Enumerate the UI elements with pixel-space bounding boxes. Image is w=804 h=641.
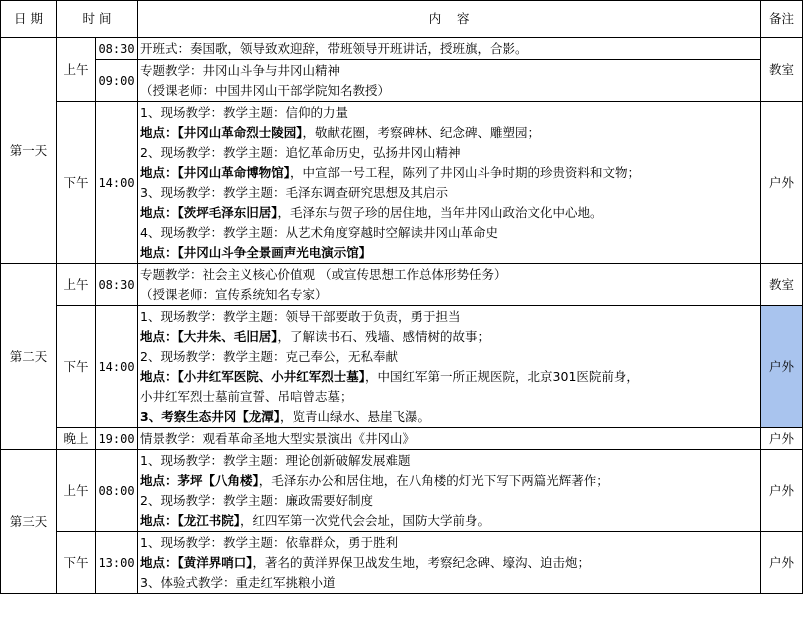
period-label: 上午: [57, 450, 96, 532]
location-text: 地点：茅坪【八角楼】: [140, 472, 259, 488]
schedule-row: [1, 38, 803, 60]
time-cell: 13:00: [96, 532, 138, 594]
time-cell: 08:30: [96, 38, 138, 60]
period-label: 晚上: [57, 428, 96, 450]
content-line: [140, 367, 758, 387]
note-cell[interactable]: 户外: [761, 428, 803, 450]
content-text: ，中国红军第一所正规医院，北京301医院前身，: [365, 368, 639, 384]
content-text: ，览青山绿水、悬崖飞瀑。: [279, 408, 430, 424]
content-line: [140, 203, 758, 223]
content-line: [140, 387, 758, 407]
content-text: 2、现场教学：教学主题：克己奉公，无私奉献: [140, 348, 398, 364]
content-line: [140, 123, 758, 143]
content-text: ，著名的黄洋界保卫战发生地，考察纪念碑、壕沟、迫击炮；: [252, 554, 591, 570]
content-line: [140, 243, 758, 263]
location-text: 地点：【小井红军医院、小井红军烈士墓】: [140, 368, 366, 384]
content-line: [140, 533, 758, 553]
schedule-row: [1, 102, 803, 264]
content-line: [140, 265, 758, 285]
content-text: 1、现场教学：教学主题：理论创新破解发展难题: [140, 452, 411, 468]
content-line: [140, 163, 758, 183]
content-text: 开班式：奏国歌，领导致欢迎辞，带班领导开班讲话，授班旗，合影。: [140, 40, 528, 56]
content-line: [140, 491, 758, 511]
period-label: 下午: [57, 306, 96, 428]
content-cell: [138, 264, 761, 306]
content-line: [140, 103, 758, 123]
note-cell-selected[interactable]: 户外: [761, 306, 803, 428]
content-line: [140, 407, 758, 427]
header-time: 时 间: [57, 1, 138, 38]
content-cell: [138, 428, 761, 450]
content-text: 小井红军烈士墓前宣誓、吊唁曾志墓；: [140, 388, 353, 404]
content-cell: [138, 60, 761, 102]
period-label: 上午: [57, 38, 96, 102]
content-line: [140, 307, 758, 327]
location-text: 地点：【井冈山斗争全景画声光电演示馆】: [140, 244, 372, 260]
note-cell[interactable]: 户外: [761, 532, 803, 594]
content-line: [140, 553, 758, 573]
schedule-row: [1, 264, 803, 306]
schedule-row: [1, 428, 803, 450]
period-label: 上午: [57, 264, 96, 306]
time-cell: 14:00: [96, 306, 138, 428]
location-text: 3、考察生态井冈【龙潭】: [140, 408, 280, 424]
period-label: 下午: [57, 102, 96, 264]
content-line: [140, 183, 758, 203]
schedule-row: [1, 532, 803, 594]
content-line: [140, 511, 758, 531]
header-note: 备注: [761, 1, 803, 38]
time-cell: 09:00: [96, 60, 138, 102]
header-content: 内 容: [138, 1, 761, 38]
time-cell: 08:00: [96, 450, 138, 532]
day-label: 第一天: [1, 38, 57, 264]
content-text: ，中宣部一号工程，陈列了井冈山斗争时期的珍贵资料和文物；: [290, 164, 641, 180]
content-line: [140, 223, 758, 243]
time-cell: 14:00: [96, 102, 138, 264]
location-text: 地点：【龙江书院】: [140, 512, 241, 528]
content-text: 专题教学：社会主义核心价值观 （或宣传思想工作总体形势任务）: [140, 266, 507, 282]
content-text: 专题教学：井冈山斗争与井冈山精神: [140, 62, 341, 78]
content-line: [140, 81, 758, 101]
content-text: 3、体验式教学：重走红军挑粮小道: [140, 574, 336, 590]
location-text: 地点：【井冈山革命烈士陵园】: [140, 124, 303, 140]
note-cell[interactable]: 户外: [761, 102, 803, 264]
content-line: [140, 327, 758, 347]
schedule-row: [1, 60, 803, 102]
note-cell[interactable]: 户外: [761, 450, 803, 532]
content-text: （授课老师：中国井冈山干部学院知名教授）: [140, 82, 391, 98]
content-cell: [138, 102, 761, 264]
header-date: 日 期: [1, 1, 57, 38]
location-text: 地点：【茨坪毛泽东旧居】: [140, 204, 278, 220]
day-label: 第二天: [1, 264, 57, 450]
header-row: [1, 1, 803, 38]
content-text: 情景教学：观看革命圣地大型实景演出《井冈山》: [140, 430, 416, 446]
schedule-row: [1, 450, 803, 532]
content-text: 1、现场教学：教学主题：依靠群众，勇于胜利: [140, 534, 398, 550]
note-cell[interactable]: 教室: [761, 264, 803, 306]
note-cell[interactable]: 教室: [761, 38, 803, 102]
content-line: [140, 471, 758, 491]
content-text: 2、现场教学：教学主题：廉政需要好制度: [140, 492, 373, 508]
content-cell: [138, 306, 761, 428]
content-text: 3、现场教学：教学主题：毛泽东调查研究思想及其启示: [140, 184, 448, 200]
content-cell: [138, 38, 761, 60]
content-line: [140, 347, 758, 367]
schedule-row: [1, 306, 803, 428]
content-line: [140, 143, 758, 163]
content-text: ，毛泽东办公和居住地，在八角楼的灯光下写下两篇光辉著作；: [258, 472, 609, 488]
time-cell: 19:00: [96, 428, 138, 450]
content-text: 2、现场教学：教学主题：追忆革命历史，弘扬井冈山精神: [140, 144, 461, 160]
day-label: 第三天: [1, 450, 57, 594]
content-text: （授课老师：宣传系统知名专家）: [140, 286, 328, 302]
location-text: 地点：【黄洋界哨口】: [140, 554, 253, 570]
content-line: [140, 39, 758, 59]
content-line: [140, 429, 758, 449]
content-text: ，红四军第一次党代会会址，国防大学前身。: [240, 512, 491, 528]
content-line: [140, 61, 758, 81]
content-text: ，毛泽东与贺子珍的居住地，当年井冈山政治文化中心地。: [277, 204, 603, 220]
location-text: 地点：【大井朱、毛旧居】: [140, 328, 278, 344]
period-label: 下午: [57, 532, 96, 594]
location-text: 地点：【井冈山革命博物馆】: [140, 164, 291, 180]
time-cell: 08:30: [96, 264, 138, 306]
content-text: 4、现场教学：教学主题：从艺术角度穿越时空解读井冈山革命史: [140, 224, 498, 240]
content-text: 1、现场教学：教学主题：信仰的力量: [140, 104, 348, 120]
content-text: 1、现场教学：教学主题：领导干部要敢于负责，勇于担当: [140, 308, 461, 324]
content-text: ，了解读书石、残墙、感情树的故事；: [277, 328, 491, 344]
content-cell: [138, 532, 761, 594]
content-line: [140, 451, 758, 471]
content-line: [140, 573, 758, 593]
content-cell: [138, 450, 761, 532]
content-text: ，敬献花圈，考察碑林、纪念碑、雕塑园；: [302, 124, 541, 140]
content-line: [140, 285, 758, 305]
